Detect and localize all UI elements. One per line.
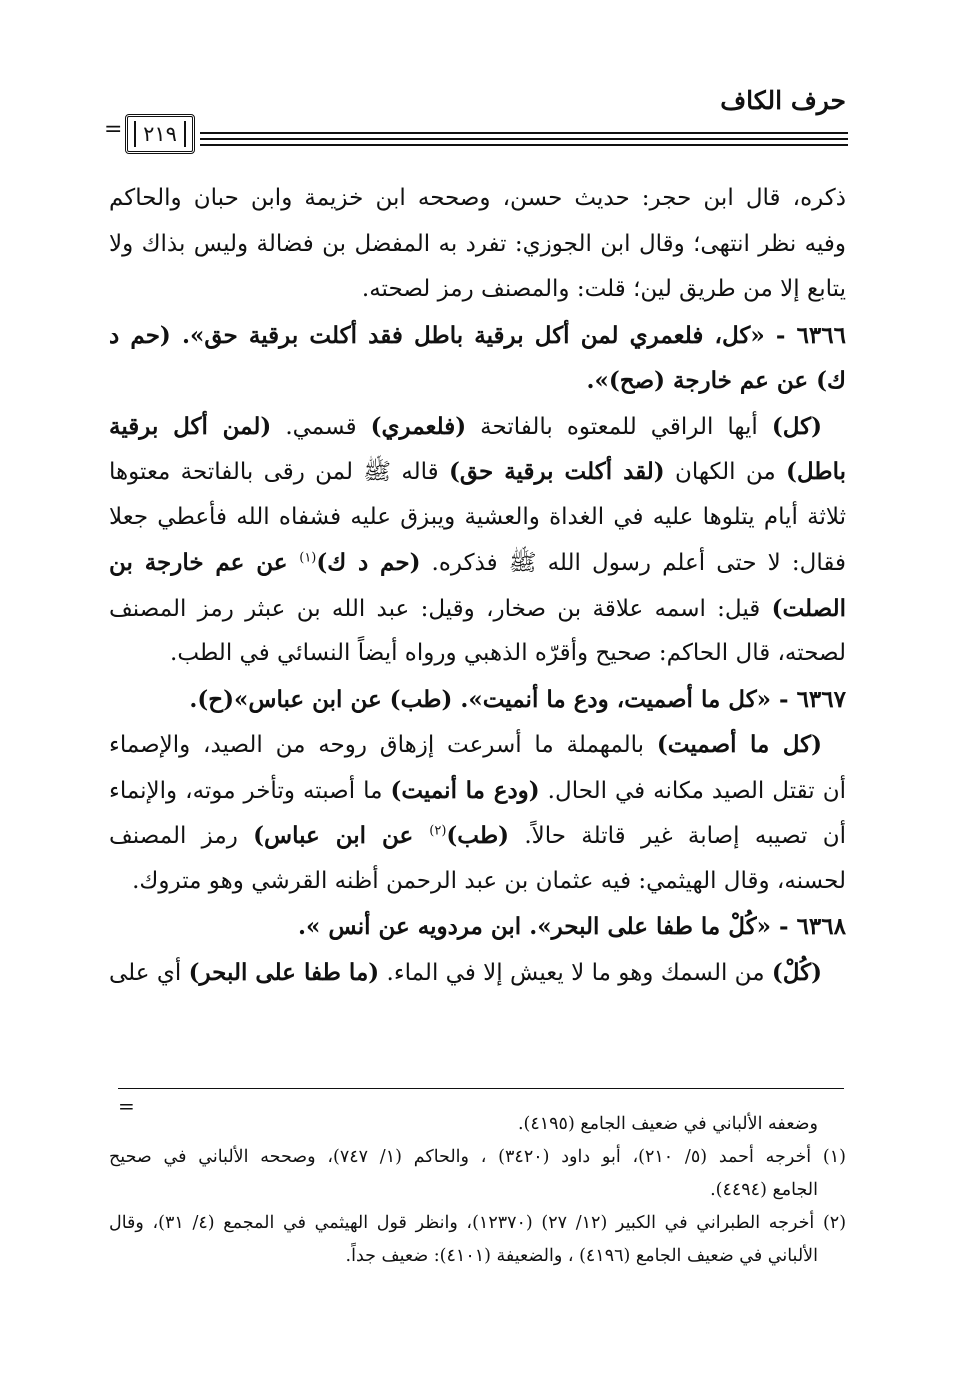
hadith-6368-line: ٦٣٦٨ - «كُلْ ما طفا على البحر». ابن مردويه عن أنس ». (298, 913, 846, 940)
bold-term: (ودع ما أنميت) (390, 776, 540, 804)
plain-text: من السمك وهو ما لا يعيش إلا في الماء. (379, 959, 772, 986)
commentary-line (109, 768, 846, 814)
bold-term: (لمن أكل برقية (109, 412, 272, 440)
main-text (109, 176, 846, 995)
commentary-line (109, 722, 846, 768)
plain-text: رمز المصنف (109, 823, 254, 849)
bold-term: (ما طفا على البحر) (188, 958, 380, 986)
footnote-line: الجامع (٤٤٩٤). (710, 1180, 818, 1200)
page-number-frame (125, 114, 195, 154)
commentary-line (109, 586, 846, 632)
text-line: ذكره، قال ابن حجر: حديث حسن، وصححه ابن خزيمة وابن حبان والحاكم (109, 185, 846, 211)
header-rule (200, 138, 848, 140)
header-edge-mark: = (104, 117, 123, 142)
plain-text: قسمي. (271, 413, 371, 440)
plain-text: أيها الراقي للمعتوه بالفاتحة (466, 413, 772, 440)
commentary-line (109, 950, 846, 996)
bold-term: (كل) (771, 412, 822, 440)
commentary-line (109, 813, 846, 859)
commentary-line: ثلاثة أيام يتلوها عليه في الغداة والعشية ويبزق عليه فشفاه الله فأعطي جعلا (109, 503, 846, 530)
frame-ornament (184, 121, 186, 147)
bold-term: (فلعمري) (370, 412, 467, 440)
header-rule (200, 132, 848, 134)
bold-term: باطل) (785, 458, 846, 485)
plain-text: أي على (109, 959, 189, 986)
commentary-line (109, 404, 846, 450)
chapter-title: حرف الكاف (720, 86, 846, 115)
bold-term: (حم د ك) (316, 549, 421, 576)
header-rule (200, 144, 848, 146)
text-line: وفيه نظر انتهى؛ وقال ابن الجوزي: تفرد به المفضل بن فضالة وليس بذاك ولا (109, 230, 846, 257)
plain-text: ما أصبته وتأخر موته، والإنماء (109, 777, 391, 804)
commentary-line (109, 540, 846, 586)
plain-text: قيل: اسمه علاقة بن صخار، وقيل: عبد الله بن عبثر رمز المصنف (109, 595, 772, 622)
plain-text: بالمهملة ما أسرعت إزهاق روحه من الصيد، والإصماء (109, 732, 657, 758)
footnote-continuation-mark: = (118, 1094, 135, 1118)
hadith-6366-line: ك) عن عم خارجة (صح)». (586, 367, 846, 394)
commentary-line (109, 449, 846, 495)
bold-term: (طب) (446, 822, 510, 849)
footnote-line: وضعفه الألباني في ضعيف الجامع (٤١٩٥). (517, 1114, 818, 1134)
plain-text: أن تصيبه إصابة غير قاتلة حالاً. (509, 823, 846, 849)
plain-text: أن تقتل الصيد مكانه في الحال. (539, 777, 846, 804)
hadith-6367-line: ٦٣٦٧ - «كل ما أصميت، ودع ما أنميت». (طب) عن ابن عباس»(ح). (189, 685, 846, 713)
footnote-separator (118, 1088, 844, 1089)
footnote-line: (١) أخرجه أحمد (٥/ ٢١٠)، أبو داود (٣٤٢٠) ، والحاكم (١/ ٧٤٧)، وصححه الألباني في صحيح (109, 1147, 846, 1167)
frame-ornament (134, 121, 136, 147)
plain-text: قاله ﷺ لمن رقى بالفاتحة معتوها (109, 459, 449, 485)
plain-text: من الكهان (664, 459, 786, 485)
bold-term: عن عم خارجة بن (109, 549, 300, 576)
bold-term: (كل ما أصميت) (656, 731, 823, 758)
commentary-line: لحسنه، وقال الهيثمي: فيه عثمان بن عبد الرحمن أظنه القرشي وهو متروك. (132, 867, 846, 894)
text-line: يتابع إلا من طريق لين؛ قلت: والمصنف رمز لصحته. (361, 276, 846, 302)
footnotes (109, 1108, 846, 1273)
footnote-line: الألباني في ضعيف الجامع (٤١٩٦) ، والضعيفة (٤١٠١): ضعيف جداً. (345, 1246, 818, 1266)
bold-term: (كُلْ) (771, 958, 822, 986)
commentary-line: لصحته، قال الحاكم: صحيح وأقرّه الذهبي ورواه أيضاً النسائي في الطب. (170, 640, 846, 666)
bold-term: الصلت) (771, 594, 846, 622)
page-number: ٢١٩ (143, 122, 177, 146)
hadith-6366-line: ٦٣٦٦ - «كل، فلعمري لمن أكل برقية باطل فقد أكلت برقية حق». (حم د (109, 321, 846, 349)
footnote-ref[interactable]: (٢) (429, 823, 447, 839)
bold-term: عن ابن عباس) (253, 822, 430, 849)
plain-text: فقال: لا حتى أعلم رسول الله ﷺ فذكره. (420, 550, 846, 576)
bold-term: (لقد أكلت برقية حق) (448, 458, 665, 485)
footnote-ref[interactable]: (١) (299, 550, 317, 566)
footnote-line: (٢) أخرجه الطبراني في الكبير (١٢/ ٢٧) (١٢٣٧٠)، وانظر قول الهيثمي في المجمع (٤/ ٣١)، وقال (109, 1213, 846, 1233)
